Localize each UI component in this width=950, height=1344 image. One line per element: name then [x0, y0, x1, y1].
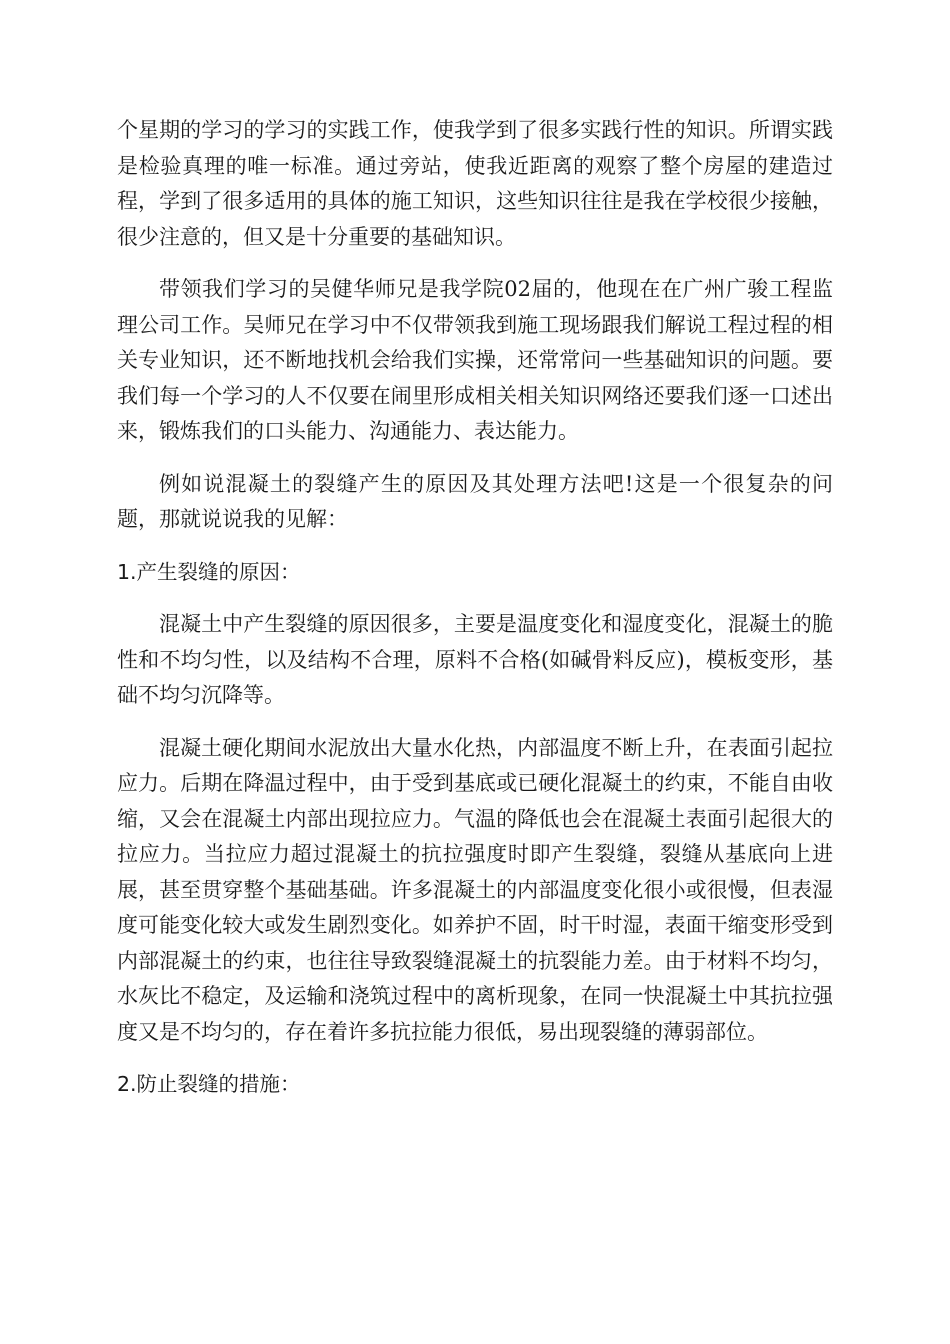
paragraph-crack-intro: 例如说混凝土的裂缝产生的原因及其处理方法吧!这是一个很复杂的问题，那就说说我的见解：: [117, 471, 833, 531]
paragraph-crack-causes-overview: 混凝土中产生裂缝的原因很多，主要是温度变化和湿度变化，混凝土的脆性和不均匀性，以及结构不合理，原料不合格(如碱骨料反应)，模板变形，基础不均匀沉降等。: [117, 612, 833, 707]
document-page: [117, 113, 833, 1120]
section-heading-crack-prevention: 2.防止裂缝的措施：: [117, 1072, 301, 1096]
section-heading-crack-causes: 1.产生裂缝的原因：: [117, 559, 301, 584]
paragraph-crack-causes-detail: 混凝土硬化期间水泥放出大量水化热，内部温度不断上升，在表面引起拉应力。后期在降温过程中，由于受到基底或已硬化混凝土的约束，不能自由收缩，又会在混凝土内部出现拉应力。气温的降低也会在混凝土表面引起很大的拉应力。当拉应力超过混凝土的抗拉强度时即产生裂缝，裂缝从基底向上进展，甚至贯穿整个基础基础。许多混凝土的内部温度变化很小或很慢，但表湿度可能变化较大或发生剧烈变化。如养护不固，时干时湿，表面干缩变形受到内部混凝土的约束，也往往导致裂缝混凝土的抗裂能力差。由于材料不均匀，水灰比不稳定，及运输和浇筑过程中的离析现象，在同一快混凝土中其抗拉强度又是不均匀的，存在着许多抗拉能力很低，易出现裂缝的薄弱部位。: [117, 735, 833, 1044]
paragraph-mentor: 带领我们学习的吴健华师兄是我学院02届的，他现在在广州广骏工程监理公司工作。吴师兄在学习中不仅带领我到施工现场跟我们解说工程过程的相关专业知识，还不断地找机会给我们实操，还常常问一些基础知识的问题。要我们每一个学习的人不仅要在闹里形成相关相关知识网络还要我们逐一口述出来，锻炼我们的口头能力、沟通能力、表达能力。: [117, 277, 833, 443]
paragraph-practice-summary: 个星期的学习的学习的实践工作，使我学到了很多实践行性的知识。所谓实践是检验真理的唯一标准。通过旁站，使我近距离的观察了整个房屋的建造过程，学到了很多适用的具体的施工知识，这些知识往往是我在学校很少接触，很少注意的，但又是十分重要的基础知识。: [117, 118, 833, 249]
